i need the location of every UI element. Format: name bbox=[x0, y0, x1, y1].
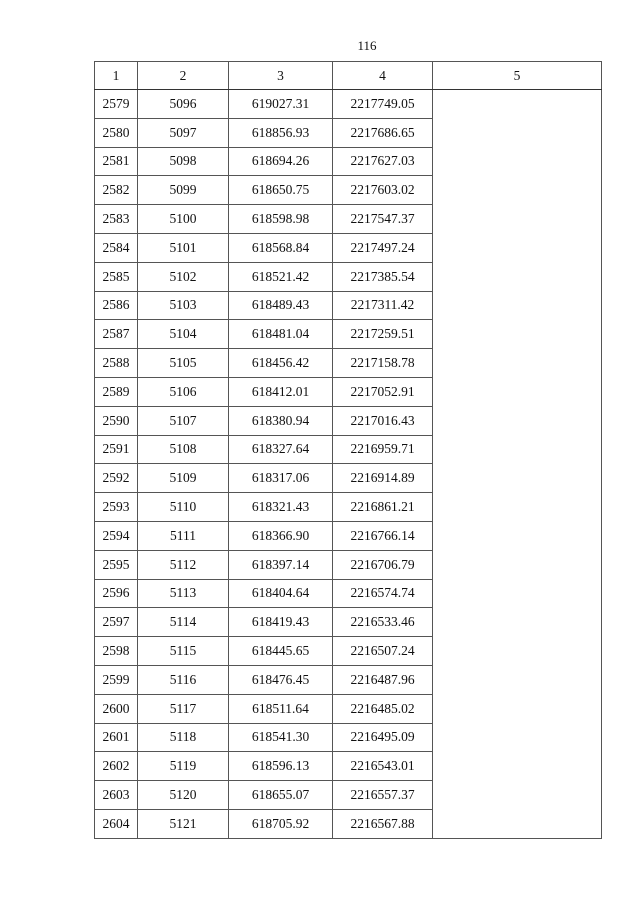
table-cell-col2: 5114 bbox=[138, 608, 229, 637]
table-cell-col3: 618321.43 bbox=[229, 493, 333, 522]
table-cell-col4: 2216914.89 bbox=[333, 464, 433, 493]
table-cell-col1: 2599 bbox=[95, 665, 138, 694]
table-cell-col1: 2585 bbox=[95, 262, 138, 291]
table-cell-col1: 2584 bbox=[95, 233, 138, 262]
table-cell-col2: 5119 bbox=[138, 752, 229, 781]
table-cell-col2: 5108 bbox=[138, 435, 229, 464]
table-cell-col3: 618481.04 bbox=[229, 320, 333, 349]
table-header-row bbox=[95, 62, 602, 90]
table-cell-col4: 2216706.79 bbox=[333, 550, 433, 579]
table-cell-col2: 5097 bbox=[138, 118, 229, 147]
table-cell-col1: 2582 bbox=[95, 176, 138, 205]
table-cell-col3: 618397.14 bbox=[229, 550, 333, 579]
table-cell-col1: 2595 bbox=[95, 550, 138, 579]
table-cell-col3: 618419.43 bbox=[229, 608, 333, 637]
table-cell-col3: 618511.64 bbox=[229, 694, 333, 723]
table-cell-col1: 2591 bbox=[95, 435, 138, 464]
table-cell-col1: 2590 bbox=[95, 406, 138, 435]
table-cell-col4: 2217311.42 bbox=[333, 291, 433, 320]
table-body bbox=[95, 90, 602, 839]
table-cell-col3: 618598.98 bbox=[229, 205, 333, 234]
table-cell-col1: 2592 bbox=[95, 464, 138, 493]
page-number: 116 bbox=[357, 38, 377, 53]
column-header-4: 4 bbox=[333, 62, 433, 90]
table-cell-col1: 2579 bbox=[95, 90, 138, 119]
table-cell-col1: 2603 bbox=[95, 781, 138, 810]
table-cell-col3: 618655.07 bbox=[229, 781, 333, 810]
table-cell-col2: 5100 bbox=[138, 205, 229, 234]
table-cell-col2: 5112 bbox=[138, 550, 229, 579]
table-cell-col2: 5111 bbox=[138, 521, 229, 550]
table-cell-col4: 2216507.24 bbox=[333, 637, 433, 666]
table-cell-col3: 618541.30 bbox=[229, 723, 333, 752]
table-cell-col3: 618404.64 bbox=[229, 579, 333, 608]
table-cell-col1: 2604 bbox=[95, 809, 138, 838]
column-header-3: 3 bbox=[229, 62, 333, 90]
table-cell-col4: 2216485.02 bbox=[333, 694, 433, 723]
table-cell-col2: 5106 bbox=[138, 377, 229, 406]
table-cell-col2: 5117 bbox=[138, 694, 229, 723]
table-cell-col2: 5098 bbox=[138, 147, 229, 176]
table-cell-col3: 618568.84 bbox=[229, 233, 333, 262]
table-cell-col3: 618412.01 bbox=[229, 377, 333, 406]
coordinates-table bbox=[94, 61, 602, 839]
table-cell-col4: 2216861.21 bbox=[333, 493, 433, 522]
column-header-5: 5 bbox=[433, 62, 602, 90]
table-cell-col2: 5120 bbox=[138, 781, 229, 810]
table-cell-col3: 618327.64 bbox=[229, 435, 333, 464]
table-cell-col2: 5115 bbox=[138, 637, 229, 666]
table-cell-col2: 5099 bbox=[138, 176, 229, 205]
table-cell-col4: 2217497.24 bbox=[333, 233, 433, 262]
table-cell-col1: 2593 bbox=[95, 493, 138, 522]
table-cell-col4: 2216533.46 bbox=[333, 608, 433, 637]
table-cell-col4: 2216574.74 bbox=[333, 579, 433, 608]
table-cell-col4: 2216766.14 bbox=[333, 521, 433, 550]
table-cell-col4: 2217052.91 bbox=[333, 377, 433, 406]
table-cell-col4: 2217158.78 bbox=[333, 349, 433, 378]
table-cell-col1: 2580 bbox=[95, 118, 138, 147]
table-cell-col1: 2601 bbox=[95, 723, 138, 752]
table-cell-col3: 618445.65 bbox=[229, 637, 333, 666]
table-cell-col3: 618596.13 bbox=[229, 752, 333, 781]
table-cell-col1: 2597 bbox=[95, 608, 138, 637]
table-cell-col3: 619027.31 bbox=[229, 90, 333, 119]
table-cell-col1: 2586 bbox=[95, 291, 138, 320]
table-cell-col1: 2594 bbox=[95, 521, 138, 550]
table-cell-col4: 2216959.71 bbox=[333, 435, 433, 464]
table-cell-col5-empty bbox=[433, 90, 602, 839]
table-cell-col4: 2217259.51 bbox=[333, 320, 433, 349]
table-cell-col4: 2217749.05 bbox=[333, 90, 433, 119]
table-cell-col4: 2217686.65 bbox=[333, 118, 433, 147]
table-cell-col2: 5110 bbox=[138, 493, 229, 522]
table-cell-col2: 5116 bbox=[138, 665, 229, 694]
table-cell-col1: 2583 bbox=[95, 205, 138, 234]
table-cell-col3: 618705.92 bbox=[229, 809, 333, 838]
table-cell-col1: 2588 bbox=[95, 349, 138, 378]
table-cell-col3: 618521.42 bbox=[229, 262, 333, 291]
table-cell-col2: 5113 bbox=[138, 579, 229, 608]
table-cell-col3: 618456.42 bbox=[229, 349, 333, 378]
column-header-2: 2 bbox=[138, 62, 229, 90]
table-cell-col2: 5109 bbox=[138, 464, 229, 493]
table-cell-col2: 5102 bbox=[138, 262, 229, 291]
table-cell-col1: 2600 bbox=[95, 694, 138, 723]
table-cell-col3: 618650.75 bbox=[229, 176, 333, 205]
table-cell-col1: 2602 bbox=[95, 752, 138, 781]
table-cell-col3: 618489.43 bbox=[229, 291, 333, 320]
table-cell-col2: 5101 bbox=[138, 233, 229, 262]
table-cell-col3: 618476.45 bbox=[229, 665, 333, 694]
table-cell-col1: 2587 bbox=[95, 320, 138, 349]
table-cell-col1: 2581 bbox=[95, 147, 138, 176]
table-cell-col2: 5105 bbox=[138, 349, 229, 378]
table-cell-col4: 2216487.96 bbox=[333, 665, 433, 694]
table-cell-col2: 5121 bbox=[138, 809, 229, 838]
table-cell-col4: 2217603.02 bbox=[333, 176, 433, 205]
table-cell-col2: 5104 bbox=[138, 320, 229, 349]
table-cell-col2: 5107 bbox=[138, 406, 229, 435]
table-cell-col3: 618856.93 bbox=[229, 118, 333, 147]
table-cell-col4: 2217547.37 bbox=[333, 205, 433, 234]
table-cell-col3: 618317.06 bbox=[229, 464, 333, 493]
table-cell-col4: 2216495.09 bbox=[333, 723, 433, 752]
table-cell-col1: 2589 bbox=[95, 377, 138, 406]
table-cell-col1: 2598 bbox=[95, 637, 138, 666]
table-cell-col2: 5103 bbox=[138, 291, 229, 320]
table-cell-col4: 2217385.54 bbox=[333, 262, 433, 291]
table-cell-col4: 2216567.88 bbox=[333, 809, 433, 838]
table-cell-col2: 5118 bbox=[138, 723, 229, 752]
table-row bbox=[95, 90, 602, 119]
table-cell-col4: 2217016.43 bbox=[333, 406, 433, 435]
table-cell-col2: 5096 bbox=[138, 90, 229, 119]
table-cell-col4: 2216557.37 bbox=[333, 781, 433, 810]
column-header-1: 1 bbox=[95, 62, 138, 90]
table-cell-col3: 618366.90 bbox=[229, 521, 333, 550]
table-cell-col4: 2217627.03 bbox=[333, 147, 433, 176]
table-cell-col3: 618694.26 bbox=[229, 147, 333, 176]
table-cell-col1: 2596 bbox=[95, 579, 138, 608]
table-cell-col3: 618380.94 bbox=[229, 406, 333, 435]
table-cell-col4: 2216543.01 bbox=[333, 752, 433, 781]
